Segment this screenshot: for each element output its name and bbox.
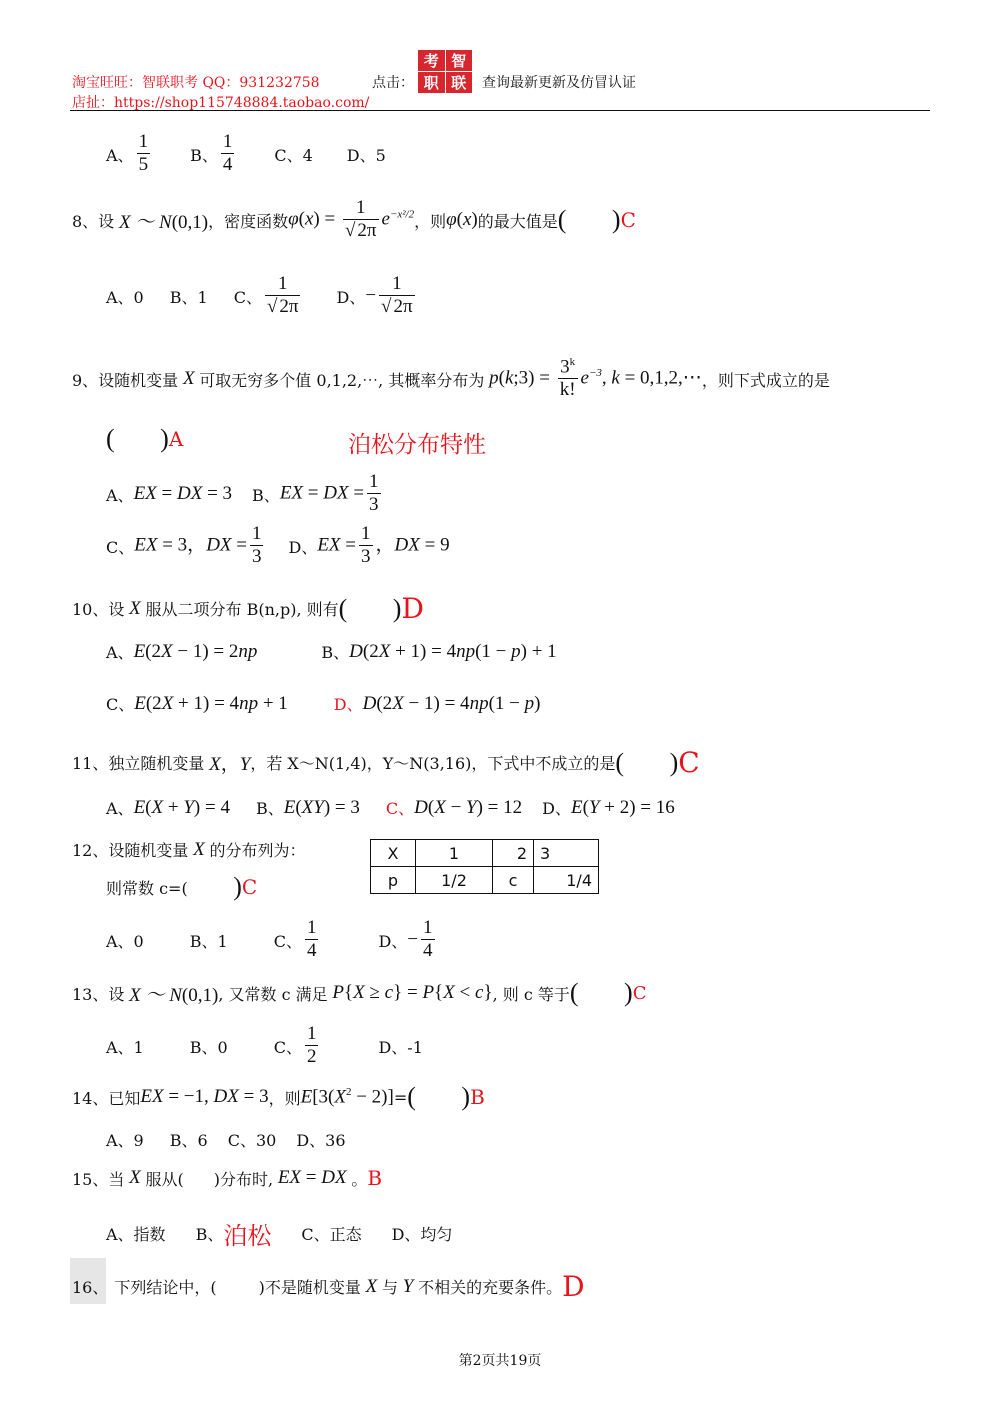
q9-mid: 可取无穷多个值 0,1,2,⋯, 其概率分布为 xyxy=(199,370,485,390)
q12-line2-text: 则常数 c=( xyxy=(106,878,188,898)
q11-label: 11、独立随机变量 xyxy=(72,754,205,773)
q13-tail: , 则 c 等于 xyxy=(492,984,570,1004)
q15-tail: 。 xyxy=(351,1169,368,1189)
q14-option-c: C、30 xyxy=(227,1131,277,1150)
q14-answer: B xyxy=(470,1085,485,1109)
q7-option-a: A、 xyxy=(106,145,134,165)
q15-mid: 服从( xyxy=(145,1169,184,1189)
q12-minus: − xyxy=(407,929,419,951)
zhilian-logo[interactable] xyxy=(418,50,472,92)
table-row xyxy=(371,867,599,894)
q15-formula: EX = DX xyxy=(273,1167,352,1188)
q15-option-a: A、指数 xyxy=(106,1225,166,1244)
q13-mid: , 又常数 c 满足 xyxy=(218,984,328,1004)
q13-answer: C xyxy=(632,982,647,1004)
q8-math: X ～ N(0,1) xyxy=(114,211,209,233)
q15-option-b-text: 泊松 xyxy=(223,1222,272,1250)
q12-frac-d: $\frac{1}{4}$ xyxy=(423,917,433,961)
table-cell: X xyxy=(371,840,416,867)
q15-option-c: C、正态 xyxy=(301,1225,362,1244)
q9-stem xyxy=(72,356,830,402)
q11-option-d: D、 xyxy=(542,799,571,818)
q11-options xyxy=(106,796,675,819)
q12-options xyxy=(106,918,438,963)
q14-equals: = xyxy=(393,1087,408,1107)
logo-char: 职 xyxy=(418,72,445,93)
q9-option-a: A、 xyxy=(106,485,134,505)
q11-formula-d: E(Y + 2) = 16 xyxy=(571,796,675,818)
q8-frac-c: $\frac{1}{√ 2\pi}$ xyxy=(266,273,299,317)
q9-option-c: C、 xyxy=(106,537,135,557)
q12-line2 xyxy=(106,872,257,902)
table-cell: 1/4 xyxy=(534,867,599,894)
q13-dist: X ～ N(0,1) xyxy=(124,984,219,1006)
header-shop-link[interactable]: 店扯：https://shop115748884.taobao.com/ xyxy=(72,95,370,111)
q10-option-d: D、 xyxy=(333,695,363,714)
q10-formula-b: D(2X + 1) = 4np(1 − p) + 1 xyxy=(349,640,557,662)
q9-formula-b: EX = DX = $\frac{1}{3}$ xyxy=(279,471,379,515)
q13-option-a: A、1 xyxy=(106,1037,144,1057)
q9-option-d: D、 xyxy=(288,537,318,557)
q10-option-b: B、 xyxy=(321,643,350,662)
table-cell: c xyxy=(493,867,534,894)
page-number: 第2页共19页 xyxy=(458,1353,542,1369)
q11-stem xyxy=(72,746,700,779)
q11-formula-b: E(XY) = 3 xyxy=(283,796,360,818)
table-cell: 3 xyxy=(534,840,599,867)
q8-density-formula: φ(x) = $\frac{1}{√ 2\pi}$ $e^{-x^2/2}$ xyxy=(288,197,415,241)
q14-expr: $E[3(X^2 - 2)]$ xyxy=(300,1085,394,1108)
q9-formula-d: EX = $\frac{1}{3}$ ，DX = 9 xyxy=(317,523,450,567)
q11-formula-c: D(X − Y) = 12 xyxy=(414,796,523,818)
q9-options-cd xyxy=(106,524,450,569)
q8-density-label: ，密度函数 xyxy=(208,211,289,231)
logo-char: 考 xyxy=(418,50,445,71)
q16-text: 下列结论中，( xyxy=(114,1278,217,1297)
q9-x: X xyxy=(178,368,200,389)
header-taobao: 淘宝旺旺：智联职考 QQ：931232758 xyxy=(72,75,320,91)
q16-label: 16、 xyxy=(72,1278,109,1297)
q8-paren: ( ) xyxy=(557,205,621,235)
table-row xyxy=(371,840,599,867)
q8-option-c: C、 xyxy=(233,287,262,307)
q10-label: 10、设 xyxy=(72,600,125,619)
q13-prob: P{X ≥ c} = P{X < c} xyxy=(327,982,493,1003)
q16-y: Y xyxy=(398,1275,419,1297)
q11-xy: X，Y xyxy=(204,754,251,775)
q10-answer: D xyxy=(401,592,424,625)
q15-x: X xyxy=(124,1167,146,1188)
q11-formula-a: E(X + Y) = 4 xyxy=(133,796,230,818)
q9-answer-line xyxy=(106,424,183,454)
q11-paren: ( ) xyxy=(615,747,679,777)
q10-option-a: A、 xyxy=(106,643,134,662)
q12-frac-c: $\frac{1}{4}$ xyxy=(306,917,317,961)
q13-stem xyxy=(72,978,646,1008)
q16-tail3: 不相关的充要条件。 xyxy=(418,1278,563,1297)
q8-option-a: A、0 xyxy=(106,287,144,307)
q10-formula-a: E(2X − 1) = 2np xyxy=(133,640,258,662)
q12-option-b: B、1 xyxy=(189,931,228,951)
q15-option-d: D、均匀 xyxy=(391,1225,453,1244)
logo-char: 智 xyxy=(446,50,473,71)
q12-x: X xyxy=(188,838,210,860)
q15-options xyxy=(106,1216,452,1251)
q10-stem xyxy=(72,592,424,625)
q14-paren: ( ) xyxy=(407,1082,471,1111)
q14-label: 14、已知 xyxy=(72,1088,141,1108)
q12-option-a: A、0 xyxy=(106,931,144,951)
q9-formula-c: EX = 3，DX = $\frac{1}{3}$ xyxy=(134,523,262,567)
q15-stem xyxy=(72,1166,382,1190)
q8-tail: ，则 xyxy=(414,211,447,231)
q8-options xyxy=(106,274,418,319)
q15-option-b: B、 xyxy=(195,1225,224,1244)
q12-paren: ) xyxy=(187,872,242,901)
q9-paren: ( ) xyxy=(106,424,169,453)
header-verify-link[interactable]: 查询最新更新及仿冒认证 xyxy=(482,75,636,91)
q7-option-d: D、5 xyxy=(346,145,386,165)
q13-option-c: C、 xyxy=(273,1037,302,1057)
q14-stem xyxy=(72,1082,485,1112)
q9-answer: A xyxy=(168,427,184,451)
distribution-table xyxy=(370,839,599,894)
q10-paren: ( ) xyxy=(338,593,402,623)
q12-label: 12、设随机变量 xyxy=(72,841,189,860)
q10-formula-d: D(2X − 1) = 4np(1 − p) xyxy=(362,692,541,714)
q8-minus: − xyxy=(365,285,377,307)
q8-answer: C xyxy=(620,208,636,233)
q12-option-c: C、 xyxy=(273,931,302,951)
q13-paren: ( ) xyxy=(569,978,633,1007)
q15-mid2: )分布时, xyxy=(213,1169,274,1189)
q11-mid: ，若 X～N(1,4)，Y～N(3,16)，下式中不成立的是 xyxy=(250,754,616,773)
q9-label: 9、设随机变量 xyxy=(72,370,179,390)
q8-phi: φ(x) xyxy=(446,209,478,231)
q10-options-ab xyxy=(106,640,557,663)
q16-x: X xyxy=(360,1275,382,1297)
q14-options xyxy=(106,1128,346,1151)
q9-options-ab xyxy=(106,472,384,517)
header-click-label: 点击： xyxy=(372,75,414,91)
q8-tail2: 的最大值是 xyxy=(477,211,558,231)
q9-formula-a: EX = DX = 3 xyxy=(133,483,233,505)
q14-mid: ，则 xyxy=(268,1088,301,1108)
q11-answer: C xyxy=(678,746,700,779)
q8-stem xyxy=(72,198,636,243)
q16-tail: )不是随机变量 xyxy=(258,1278,361,1297)
header-divider xyxy=(70,110,930,111)
q16-tail2: 与 xyxy=(381,1278,398,1297)
q12-stem xyxy=(72,838,306,861)
q7-option-b: B、 xyxy=(190,145,218,165)
table-cell: p xyxy=(371,867,416,894)
q13-options xyxy=(106,1024,423,1069)
q8-option-b: B、1 xyxy=(169,287,208,307)
q10-option-c: C、 xyxy=(106,695,135,714)
q11-option-c: C、 xyxy=(385,799,415,818)
q10-options-cd xyxy=(106,692,540,715)
q14-given: EX = −1, DX = 3 xyxy=(140,1086,269,1107)
q12-answer: C xyxy=(241,875,258,899)
q8-option-d: D、 xyxy=(336,287,366,307)
logo-char: 联 xyxy=(446,72,473,93)
q14-option-b: B、6 xyxy=(169,1131,208,1150)
q12-mid: 的分布列为： xyxy=(209,841,306,860)
table-cell: 1 xyxy=(416,840,493,867)
q9-note: 泊松分布特性 xyxy=(348,432,486,458)
q13-frac-c: $\frac{1}{2}$ xyxy=(306,1023,317,1067)
q14-option-d: D、36 xyxy=(296,1131,346,1150)
fraction-one-quarter: $\frac{1}{4}$ xyxy=(222,131,233,175)
q9-tail: ，则下式成立的是 xyxy=(701,370,830,390)
q13-option-d: D、-1 xyxy=(378,1037,423,1057)
q16-stem xyxy=(72,1270,585,1303)
q11-option-b: B、 xyxy=(255,799,284,818)
q9-option-b: B、 xyxy=(252,485,280,505)
q13-option-b: B、0 xyxy=(189,1037,228,1057)
q10-x: X xyxy=(124,597,146,619)
q8-frac-d: $\frac{1}{√ 2\pi}$ xyxy=(381,273,413,317)
table-cell: 1/2 xyxy=(416,867,493,894)
q10-formula-c: E(2X + 1) = 4np + 1 xyxy=(134,692,288,714)
q7-option-c: C、4 xyxy=(274,145,313,165)
q12-option-d: D、 xyxy=(378,931,408,951)
q9-pmf: p(k;3) = $\frac{3^k}{k!}$ $e^{-3}$, k = 0,1,2,⋯ xyxy=(484,356,702,401)
q10-mid: 服从二项分布 B(n,p), 则有 xyxy=(145,600,339,619)
q13-label: 13、设 xyxy=(72,984,125,1004)
q15-label: 15、当 xyxy=(72,1169,125,1189)
q11-option-a: A、 xyxy=(106,799,134,818)
fraction-one-fifth: $\frac{1}{5}$ xyxy=(138,131,149,175)
q8-label: 8、设 xyxy=(72,211,115,231)
q14-option-a: A、9 xyxy=(106,1131,144,1150)
table-cell: 2 xyxy=(493,840,534,867)
q16-answer: D xyxy=(562,1270,585,1303)
q7-options xyxy=(106,132,386,177)
q15-answer: B xyxy=(367,1166,383,1190)
